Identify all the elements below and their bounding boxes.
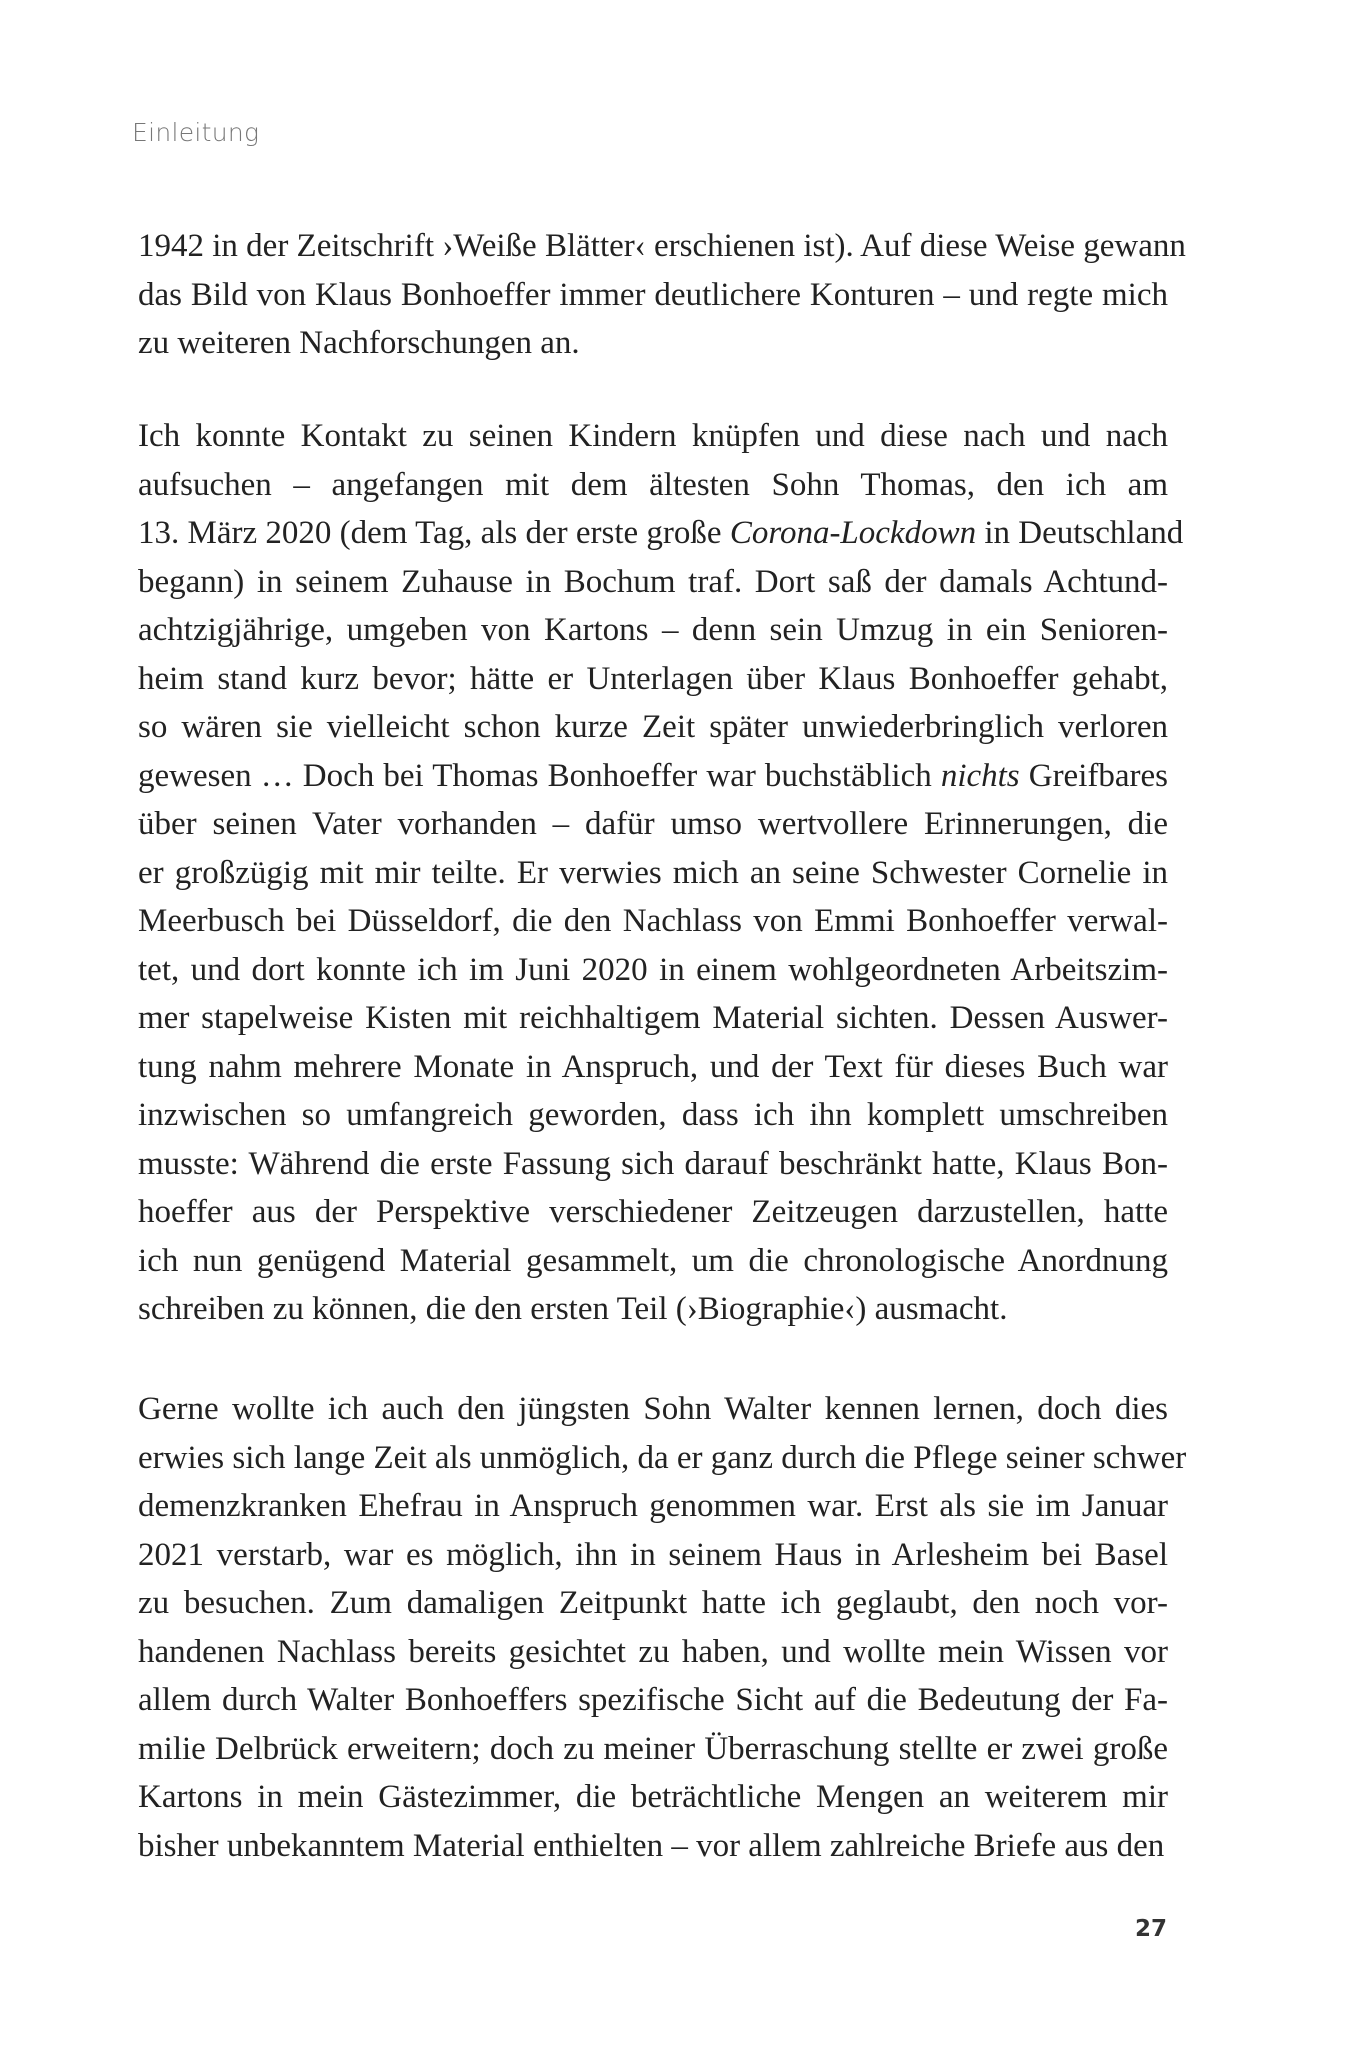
text-segment: er großzügig mit mir teilte. Er verwies mich an seine Schwester Cornelie in xyxy=(138,854,1168,891)
text-segment: handenen Nachlass bereits gesichtet zu haben, und wollte mein Wissen vor xyxy=(138,1633,1168,1670)
text-segment: begann) in seinem Zuhause in Bochum traf. Dort saß der damals Achtund- xyxy=(138,563,1168,600)
text-line xyxy=(138,1237,1168,1286)
text-line xyxy=(138,1043,1168,1092)
italic-text: nichts xyxy=(940,757,1020,794)
text-line xyxy=(138,1628,1168,1677)
text-segment: 13. März 2020 (dem Tag, als der erste große xyxy=(138,515,730,551)
text-line xyxy=(138,897,1168,946)
text-line xyxy=(138,752,1168,801)
paragraph-2 xyxy=(138,412,1184,1334)
text-segment: Ich konnte Kontakt zu seinen Kindern knüpfen und diese nach und nach xyxy=(138,418,1168,454)
text-line xyxy=(138,509,1184,558)
text-line xyxy=(138,655,1168,704)
text-line xyxy=(138,1676,1168,1725)
text-segment: zu besuchen. Zum damaligen Zeitpunkt hatte ich geglaubt, den noch vor- xyxy=(138,1585,1168,1621)
text-segment: erwies sich lange Zeit als unmöglich, da er ganz durch die Pflege seiner schwer xyxy=(138,1439,1187,1476)
text-line xyxy=(138,1188,1168,1237)
text-segment: achtzigjährige, umgeben von Kartons – denn sein Umzug in ein Senioren- xyxy=(138,612,1168,648)
text-segment: tet, und dort konnte ich im Juni 2020 in einem wohlgeordneten Arbeitszim- xyxy=(138,951,1168,988)
text-segment: aufsuchen – angefangen mit dem ältesten Sohn Thomas, den ich am xyxy=(138,466,1168,503)
text-segment: milie Delbrück erweitern; doch zu meiner Überraschung stellte er zwei große xyxy=(138,1730,1168,1767)
text-line xyxy=(138,1822,1168,1871)
text-line xyxy=(138,1091,1168,1140)
text-segment: musste: Während die erste Fassung sich darauf beschränkt hatte, Klaus Bon- xyxy=(138,1145,1168,1182)
text-segment: mer stapelweise Kisten mit reichhaltigem Material sichten. Dessen Auswer- xyxy=(138,1000,1168,1036)
text-segment: demenzkranken Ehefrau in Anspruch genommen war. Erst als sie im Januar xyxy=(138,1488,1168,1524)
text-segment: Greifbares xyxy=(1019,757,1168,794)
text-segment: zu weiteren Nachforschungen an. xyxy=(138,325,580,361)
text-segment: inzwischen so umfangreich geworden, dass ich ihn komplett umschreiben xyxy=(138,1097,1168,1133)
text-line xyxy=(138,558,1168,607)
text-line xyxy=(138,994,1168,1043)
text-segment: Meerbusch bei Düsseldorf, die den Nachlass von Emmi Bonhoeffer verwal- xyxy=(138,903,1168,939)
text-segment: tung nahm mehrere Monate in Anspruch, und der Text für dieses Buch war xyxy=(138,1048,1168,1085)
text-line xyxy=(138,1773,1168,1822)
italic-text: Corona-Lockdown xyxy=(729,515,977,551)
text-line xyxy=(138,946,1168,995)
text-line xyxy=(138,461,1168,510)
text-segment: gewesen … Doch bei Thomas Bonhoeffer war buchstäblich xyxy=(138,757,941,794)
text-segment: 2021 verstarb, war es möglich, ihn in seinem Haus in Arlesheim bei Basel xyxy=(138,1536,1168,1573)
page-number: 27 xyxy=(1134,1916,1167,1942)
text-segment: allem durch Walter Bonhoeffers spezifische Sicht auf die Bedeutung der Fa- xyxy=(138,1682,1168,1718)
text-line xyxy=(138,271,1168,320)
text-segment: ich nun genügend Material gesammelt, um die chronologische Anordnung xyxy=(138,1242,1168,1279)
text-line xyxy=(138,1285,1168,1334)
text-line xyxy=(138,1531,1168,1580)
text-line xyxy=(138,319,1168,368)
text-segment: Gerne wollte ich auch den jüngsten Sohn Walter kennen lernen, doch dies xyxy=(138,1391,1168,1427)
text-segment: heim stand kurz bevor; hätte er Unterlagen über Klaus Bonhoeffer gehabt, xyxy=(138,660,1168,697)
text-segment: bisher unbekanntem Material enthielten – vor allem zahlreiche Briefe aus den xyxy=(138,1827,1165,1864)
text-segment: über seinen Vater vorhanden – dafür umso wertvollere Erinnerungen, die xyxy=(138,806,1168,842)
text-line xyxy=(138,606,1168,655)
paragraph-1 xyxy=(138,222,1186,368)
text-line xyxy=(138,800,1168,849)
text-line xyxy=(138,1385,1168,1434)
running-head: Einleitung xyxy=(132,118,260,147)
text-segment: das Bild von Klaus Bonhoeffer immer deutlichere Konturen – und regte mich xyxy=(138,276,1168,313)
text-segment: Kartons in mein Gästezimmer, die beträchtliche Mengen an weiterem mir xyxy=(138,1779,1168,1815)
text-segment: 1942 in der Zeitschrift ›Weiße Blätter‹ erschienen ist). Auf diese Weise gewann xyxy=(138,228,1186,264)
text-segment: so wären sie vielleicht schon kurze Zeit später unwiederbringlich verloren xyxy=(138,709,1168,745)
text-line xyxy=(138,1579,1168,1628)
text-line xyxy=(138,849,1168,898)
text-line xyxy=(138,1140,1168,1189)
text-line xyxy=(138,1725,1168,1774)
text-line xyxy=(138,1482,1168,1531)
text-segment: hoeffer aus der Perspektive verschiedener Zeitzeugen darzustellen, hatte xyxy=(138,1194,1168,1230)
text-line xyxy=(138,1434,1187,1483)
text-segment: in Deutschland xyxy=(976,515,1184,551)
text-line xyxy=(138,703,1168,752)
text-segment: schreiben zu können, die den ersten Teil (›Biographie‹) ausmacht. xyxy=(138,1291,1008,1327)
text-line xyxy=(138,222,1186,271)
text-line xyxy=(138,412,1168,461)
paragraph-3 xyxy=(138,1385,1187,1870)
